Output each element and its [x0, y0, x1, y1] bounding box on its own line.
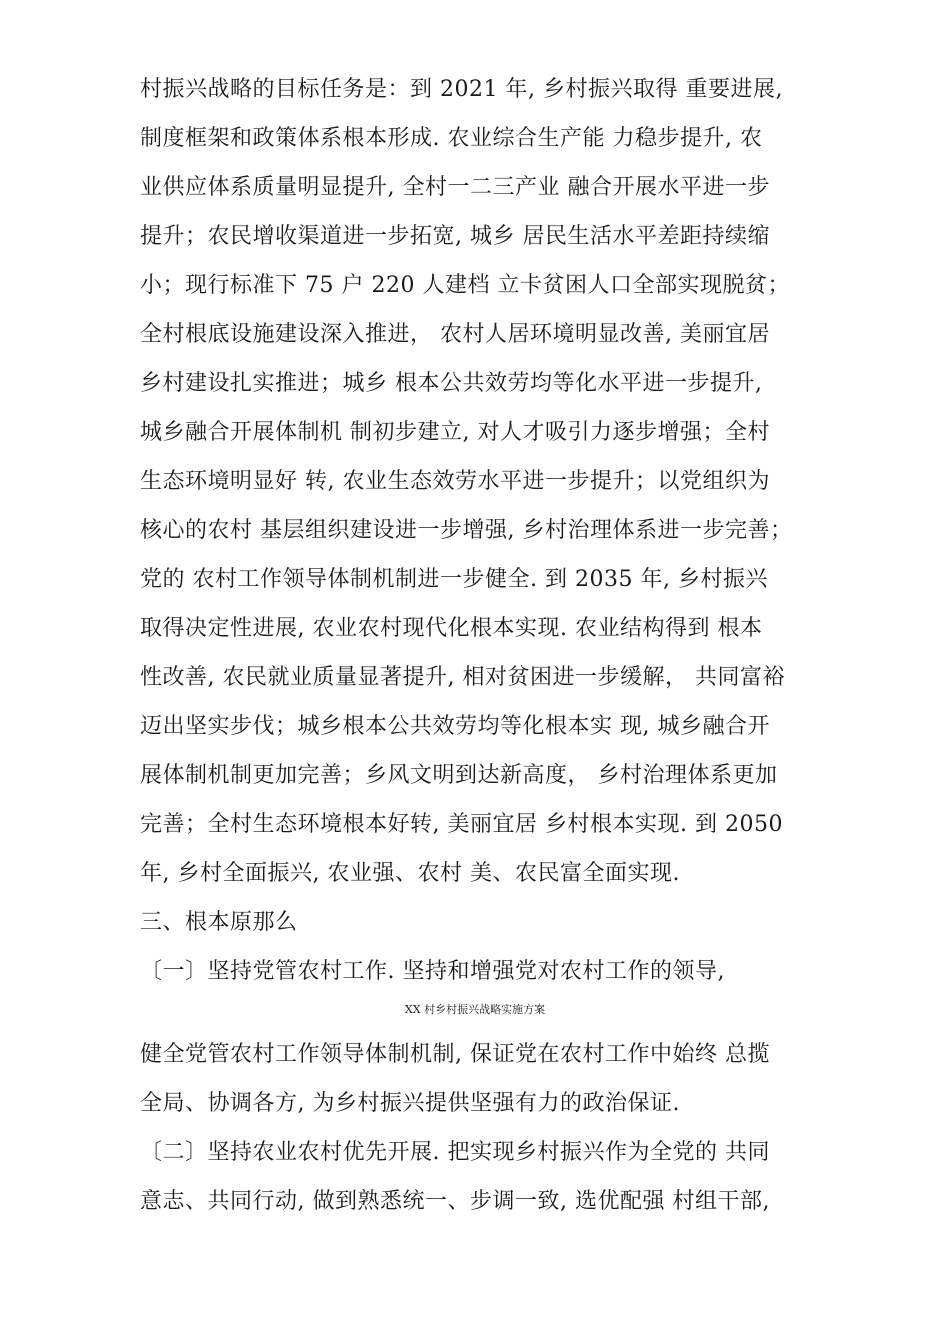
paragraph-line: 完善；全村生态环境根本好转, 美丽宜居 乡村根本实现. 到 2050: [140, 812, 783, 837]
paragraph-line: 展体制机制更加完善；乡风文明到达新高度， 乡村治理体系更加: [140, 763, 778, 788]
paragraph-line: 迈出坚实步伐；城乡根本公共效劳均等化根本实 现, 城乡融合开: [140, 714, 770, 739]
paragraph-line: 核心的农村 基层组织建设进一步增强, 乡村治理体系进一步完善；: [140, 518, 793, 543]
principle-heading-2: 〔二〕坚持农业农村优先开展. 把实现乡村振兴作为全党的 共同: [140, 1140, 770, 1165]
paragraph-line: 意志、共同行动, 做到熟悉统一、步调一致, 选优配强 村组干部,: [140, 1189, 770, 1214]
paragraph-line: 健全党管农村工作领导体制机制, 保证党在农村工作中始终 总揽: [140, 1042, 770, 1067]
paragraph-line: 生态环境明显好 转, 农业生态效劳水平进一步提升；以党组织为: [140, 469, 770, 494]
principle-heading-1: 〔一〕坚持党管农村工作. 坚持和增强党对农村工作的领导,: [140, 959, 725, 984]
paragraph-line: 业供应体系质量明显提升, 全村一二三产业 融合开展水平进一步: [140, 175, 770, 200]
paragraph-line: 小；现行标准下 75 户 220 人建档 立卡贫困人口全部实现脱贫；: [140, 273, 790, 298]
paragraph-line: 村振兴战略的目标任务是：到 2021 年, 乡村振兴取得 重要进展,: [140, 77, 783, 102]
paragraph-line: 提升；农民增收渠道进一步拓宽, 城乡 居民生活水平差距持续缩: [140, 224, 770, 249]
section-heading: 三、根本原那么: [140, 910, 298, 935]
paragraph-line: 取得决定性进展, 农业农村现代化根本实现. 农业结构得到 根本: [140, 616, 763, 641]
paragraph-line: 性改善, 农民就业质量显著提升, 相对贫困进一步缓解， 共同富裕: [140, 665, 785, 690]
paragraph-line: 乡村建设扎实推进；城乡 根本公共效劳均等化水平进一步提升,: [140, 371, 763, 396]
paragraph-line: 党的 农村工作领导体制机制进一步健全. 到 2035 年, 乡村振兴: [140, 567, 768, 592]
paragraph-line: 全局、协调各方, 为乡村振兴提供坚强有力的政治保证.: [140, 1091, 680, 1116]
paragraph-line: 城乡融合开展体制机 制初步建立, 对人才吸引力逐步增强；全村: [140, 420, 770, 445]
paragraph-line: 全村根底设施建设深入推进， 农村人居环境明显改善, 美丽宜居: [140, 322, 770, 347]
page-footer-title: XX 村乡村振兴战略实施方案: [404, 1003, 546, 1016]
paragraph-line: 制度框架和政策体系根本形成. 农业综合生产能 力稳步提升, 农: [140, 126, 763, 151]
paragraph-line: 年, 乡村全面振兴, 农业强、农村 美、农民富全面实现.: [140, 861, 680, 886]
